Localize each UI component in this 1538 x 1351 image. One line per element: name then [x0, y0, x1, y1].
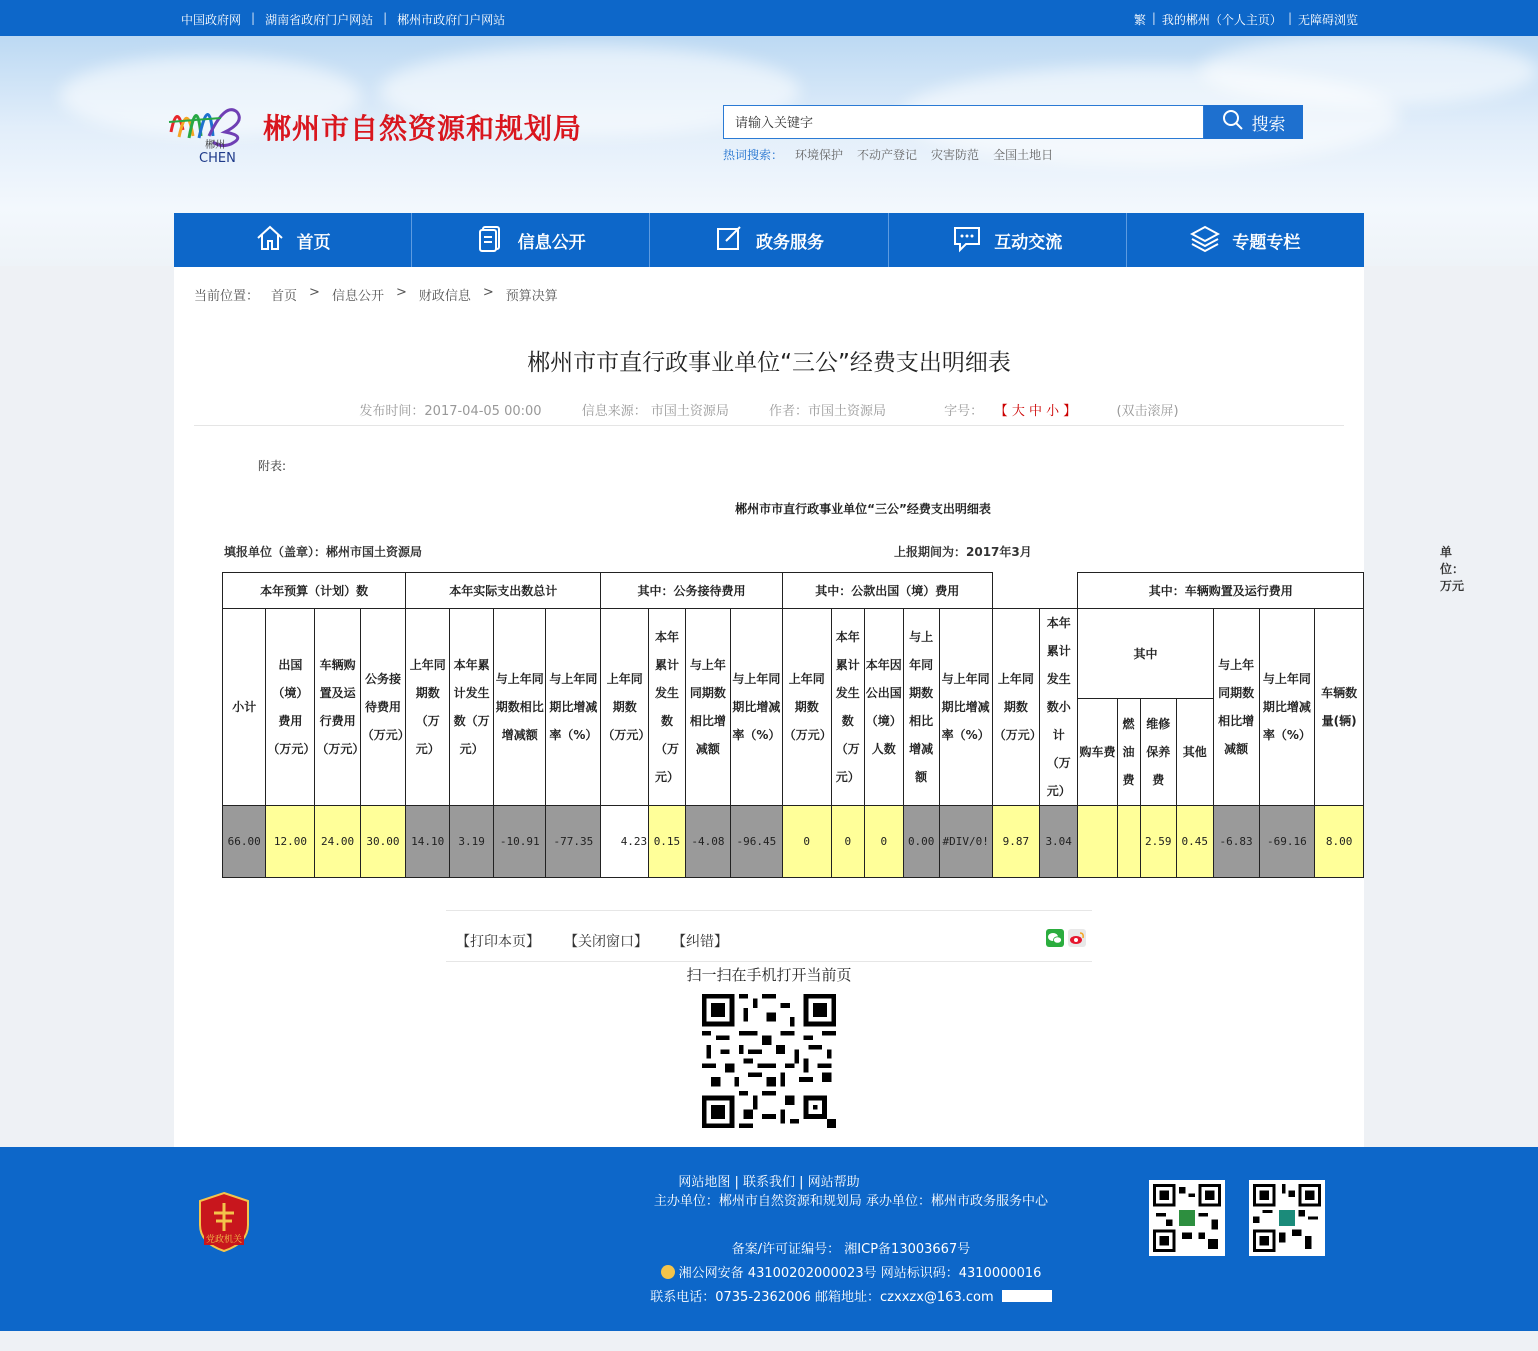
- col-header: 本年累计发生数小计（万元）: [1039, 609, 1078, 806]
- table-cell: -77.35: [546, 806, 601, 878]
- divider: [194, 425, 1344, 426]
- footer-host: 主办单位：郴州市自然资源和规划局 承办单位：郴州市政务服务中心: [653, 1194, 1049, 1209]
- top-right-links: 繁 | 我的郴州（个人主页） | 无障碍浏览: [1133, 11, 1358, 27]
- table-cell: 0: [831, 806, 864, 878]
- group-header: 其中：公款出国（境）费用: [782, 573, 992, 609]
- table-cell: 0: [782, 806, 831, 878]
- nav-label: 政务服务: [756, 232, 824, 253]
- footer-contact: 联系电话：0735-2362006 邮箱地址：czxxzx@163.com: [636, 1286, 1066, 1310]
- footer-qr-icon: [1249, 1180, 1325, 1256]
- col-header: 购车费: [1078, 699, 1117, 806]
- group-header: 其中：车辆购置及运行费用: [1078, 573, 1364, 609]
- col-header: 本年累计发生数（万元）: [450, 609, 494, 806]
- fill-period: 上报期间为：2017年3月: [894, 545, 1032, 559]
- footer-links[interactable]: 网站地图 | 联系我们 | 网站帮助: [678, 1175, 860, 1190]
- hot-word[interactable]: 环境保护: [795, 148, 844, 162]
- attachment-label: 附表:: [258, 459, 287, 473]
- breadcrumb-budget[interactable]: 预算决算: [505, 289, 558, 304]
- table-title: 郴州市市直行政事业单位“三公”经费支出明细表: [735, 502, 991, 516]
- main-nav: [174, 213, 1364, 267]
- table-cell: -6.83: [1213, 806, 1259, 878]
- table-cell: -69.16: [1259, 806, 1315, 878]
- col-header: 其他: [1177, 699, 1214, 806]
- link-hunan-gov[interactable]: 湖南省政府门户网站: [265, 13, 374, 27]
- table-cell: 9.87: [992, 806, 1039, 878]
- traditional-chinese-link[interactable]: 繁: [1133, 13, 1146, 27]
- table-cell: -96.45: [731, 806, 783, 878]
- table-cell: 66.00: [223, 806, 266, 878]
- table-cell: 14.10: [406, 806, 450, 878]
- correct-error-button[interactable]: 【纠错】: [672, 934, 728, 950]
- main-content: [174, 267, 1465, 1147]
- search-input[interactable]: [724, 106, 1203, 138]
- svg-text:郴州: 郴州: [205, 140, 225, 151]
- table-cell: 0.00: [903, 806, 939, 878]
- breadcrumb-label: 当前位置：: [194, 289, 260, 304]
- layers-icon: [1190, 223, 1220, 258]
- table-cell: 4.23: [601, 806, 649, 878]
- col-header: 上年同期数（万元）: [992, 609, 1039, 806]
- table-cell: [1078, 806, 1117, 878]
- group-header: 其中：公务接待费用: [601, 573, 782, 609]
- divider: [446, 961, 1092, 962]
- table-cell: 0.45: [1177, 806, 1214, 878]
- close-window-button[interactable]: 【关闭窗口】: [564, 934, 648, 950]
- info-source: 信息来源： 市国土资源局: [581, 404, 729, 419]
- blank-header: [992, 573, 1078, 609]
- article-meta: [174, 400, 1364, 419]
- col-header: 与上年同期比增减率（%）: [731, 609, 783, 806]
- font-mid-button[interactable]: 中: [1028, 404, 1042, 419]
- search-button-label: 搜索: [1251, 114, 1286, 135]
- footer: [0, 1147, 1538, 1331]
- col-header: 上年同期数（万元）: [782, 609, 831, 806]
- col-header: 小计: [223, 609, 266, 806]
- table-cell: [1117, 806, 1140, 878]
- table-cell: 2.59: [1140, 806, 1177, 878]
- nav-label: 信息公开: [517, 232, 586, 253]
- breadcrumb: 当前位置： 首页 > 信息公开 > 财政信息 > 预算决算: [194, 285, 558, 304]
- col-header: 本年累计发生数（万元）: [831, 609, 864, 806]
- site-title: 郴州市自然资源和规划局: [263, 112, 583, 145]
- nav-label: 首页: [296, 232, 331, 253]
- search-box: [723, 105, 1204, 139]
- table-cell: -4.08: [685, 806, 730, 878]
- nav-label: 互动交流: [994, 232, 1063, 253]
- breadcrumb-finance[interactable]: 财政信息: [418, 289, 471, 304]
- my-chenzhou-link[interactable]: 我的郴州（个人主页）: [1161, 13, 1282, 27]
- nav-home[interactable]: [174, 213, 412, 267]
- nav-special-topics[interactable]: [1127, 213, 1364, 267]
- table-cell: #DIV/0!: [939, 806, 992, 878]
- print-button[interactable]: 【打印本页】: [456, 934, 540, 950]
- col-header: 车辆购置及运行费用（万元）: [315, 609, 360, 806]
- group-header: 本年实际支出数总计: [406, 573, 601, 609]
- group-header: 本年预算（计划）数: [223, 573, 406, 609]
- top-links: 中国政府网 | 湖南省政府门户网站 | 郴州市政府门户网站: [181, 11, 506, 27]
- nav-label: 专题专栏: [1232, 232, 1301, 253]
- col-header: 上年同期数（万元）: [406, 609, 450, 806]
- cnzz-icon[interactable]: [1002, 1290, 1052, 1302]
- table-cell: -10.91: [494, 806, 546, 878]
- expense-table: [222, 572, 1364, 878]
- col-header: 本年因公出国（境）人数: [864, 609, 903, 806]
- col-header: 与上年同期数相比增减额: [685, 609, 730, 806]
- qr-code-icon: [702, 994, 836, 1128]
- table-cell: 12.00: [266, 806, 315, 878]
- edit-icon: [714, 223, 744, 258]
- search-icon: [1222, 109, 1244, 136]
- accessibility-link[interactable]: 无障碍浏览: [1297, 13, 1358, 27]
- divider: [446, 910, 1092, 911]
- hot-search: [723, 146, 1053, 163]
- col-header: 上年同期数（万元）: [601, 609, 649, 806]
- table-cell: 8.00: [1315, 806, 1364, 878]
- table-cell: 0: [864, 806, 903, 878]
- nav-gov-services[interactable]: [650, 213, 888, 267]
- col-header: 燃油费: [1117, 699, 1140, 806]
- share-icons: [1046, 929, 1086, 951]
- footer-qr-icon: [1149, 1180, 1225, 1256]
- scan-hint: 扫一扫在手机打开当前页: [686, 966, 852, 984]
- font-size-control: 字号： 【 大 中 小 】: [944, 404, 1077, 419]
- party-gov-badge-icon[interactable]: [196, 1191, 252, 1253]
- table-cell: 0.15: [649, 806, 686, 878]
- col-header: 与上年同期数相比增减额: [903, 609, 939, 806]
- table-cell: 30.00: [360, 806, 405, 878]
- page-title: 郴州市市直行政事业单位“三公”经费支出明细表: [527, 350, 1011, 376]
- home-icon: [255, 223, 285, 258]
- font-big-button[interactable]: 大: [1011, 404, 1025, 419]
- footer-police: 湘公网安备 43100202000023号 网站标识码：4310000016: [636, 1262, 1066, 1286]
- col-header: 与上年同期数相比增减额: [1213, 609, 1259, 806]
- hot-word[interactable]: 不动产登记: [857, 148, 918, 162]
- svg-text:CHEN: CHEN: [199, 151, 236, 166]
- link-central-gov[interactable]: 中国政府网: [181, 13, 242, 27]
- footer-icp: 备案/许可证编号： 湘ICP备13003667号: [731, 1242, 971, 1257]
- document-icon: [476, 223, 506, 258]
- col-header: 与上年同期比增减率（%）: [939, 609, 992, 806]
- hot-word[interactable]: 全国土地日: [993, 148, 1054, 162]
- nav-info-public[interactable]: [412, 213, 650, 267]
- weibo-icon[interactable]: [1068, 929, 1086, 951]
- author: 作者：市国土资源局: [768, 404, 886, 419]
- nav-interaction[interactable]: [889, 213, 1127, 267]
- wechat-icon[interactable]: [1046, 929, 1064, 951]
- svg-text:党政机关: 党政机关: [205, 1235, 243, 1245]
- money-unit: 单位：万元: [1440, 545, 1465, 593]
- site-logo[interactable]: [165, 92, 250, 167]
- col-header: 与上年同期比增减率（%）: [1259, 609, 1315, 806]
- font-small-button[interactable]: 小: [1046, 404, 1060, 419]
- page-actions: [456, 931, 728, 951]
- chat-icon: [952, 223, 982, 258]
- hot-word[interactable]: 灾害防范: [931, 148, 980, 162]
- page-bottom: [0, 1331, 1538, 1351]
- top-bar: [0, 0, 1538, 36]
- publish-time: 发布时间：2017-04-05 00:00: [359, 404, 542, 419]
- col-header: 本年累计发生数（万元）: [649, 609, 686, 806]
- col-header: 其中: [1078, 609, 1213, 699]
- breadcrumb-home[interactable]: 首页: [271, 289, 298, 304]
- search-button[interactable]: [1204, 105, 1303, 139]
- table-cell: 24.00: [315, 806, 360, 878]
- col-header: 与上年同期比增减率（%）: [546, 609, 601, 806]
- dblclick-scroll[interactable]: (双击滚屏): [1116, 404, 1179, 419]
- table-cell: 3.04: [1039, 806, 1078, 878]
- police-badge-icon: [661, 1265, 675, 1279]
- breadcrumb-info-public[interactable]: 信息公开: [331, 289, 384, 304]
- col-header: 维修保养费: [1140, 699, 1177, 806]
- col-header: 车辆数量(辆): [1315, 609, 1364, 806]
- col-header: 公务接待费用（万元）: [360, 609, 405, 806]
- link-chenzhou-gov[interactable]: 郴州市政府门户网站: [397, 13, 506, 27]
- col-header: 出国（境）费用（万元）: [266, 609, 315, 806]
- table-cell: 3.19: [450, 806, 494, 878]
- col-header: 与上年同期数相比增减额: [494, 609, 546, 806]
- fill-unit: 填报单位（盖章）：郴州市国土资源局: [224, 545, 423, 559]
- hot-search-label: 热词搜索：: [723, 148, 784, 162]
